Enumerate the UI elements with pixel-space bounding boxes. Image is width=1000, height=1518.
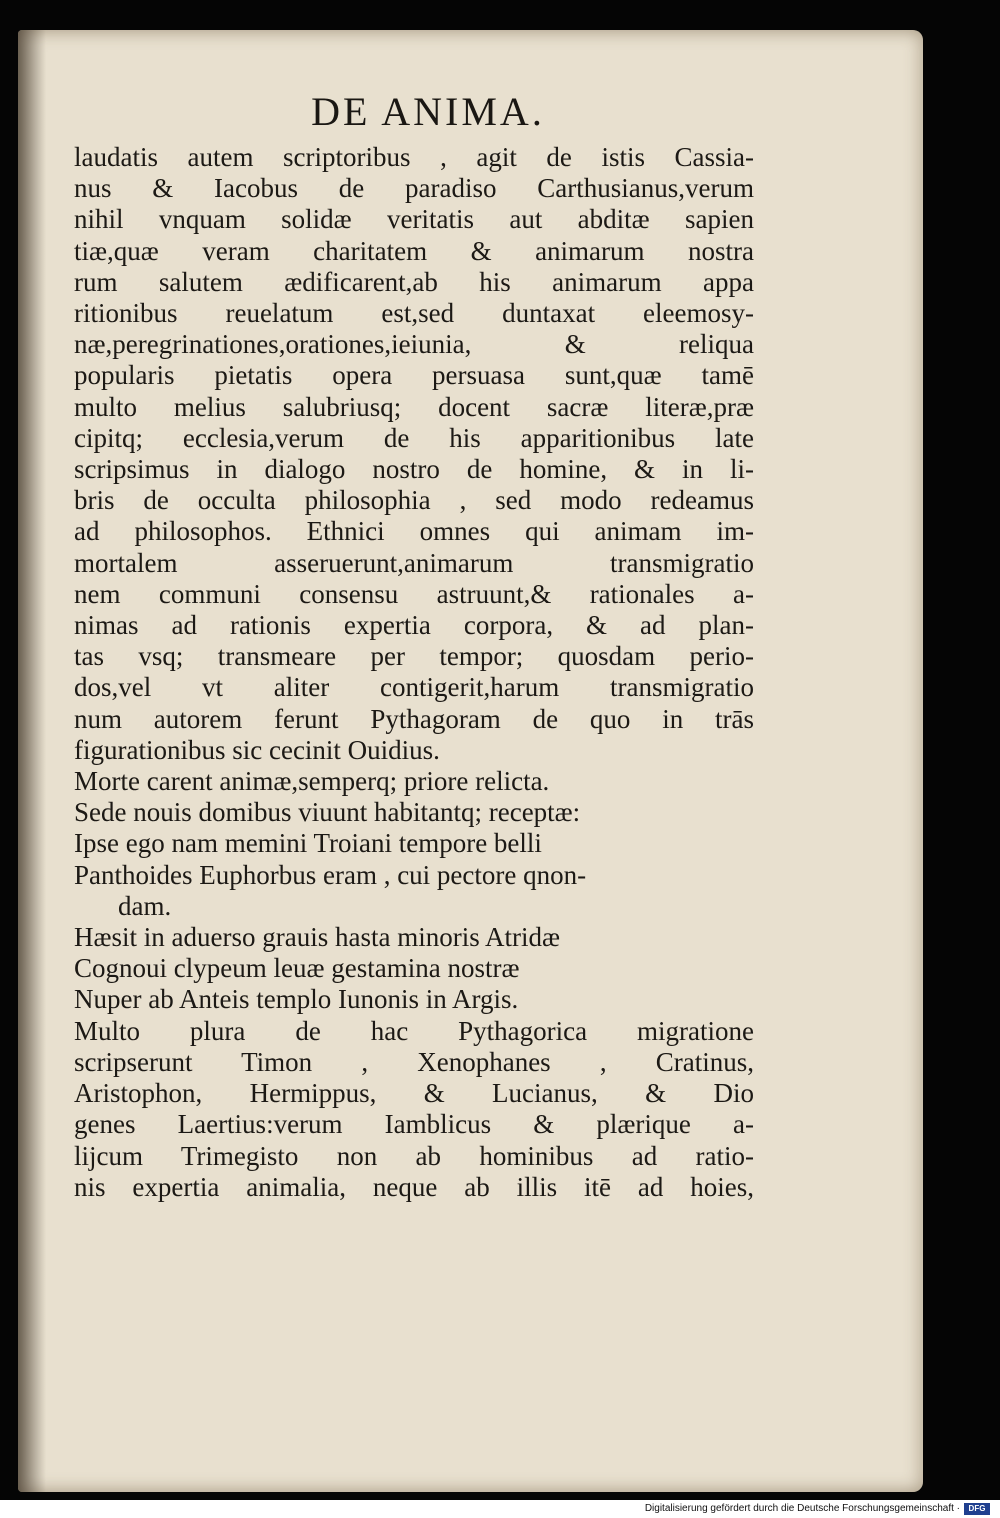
text-line: nem communi consensu astruunt,& rationales a-: [74, 578, 754, 609]
verse-line: Ipse ego nam memini Troiani tempore belli: [74, 828, 542, 859]
text-line: ad philosophos. Ethnici omnes qui animam im-: [74, 516, 754, 547]
verse-line: Sede nouis domibus viuunt habitantq; receptæ:: [74, 797, 581, 828]
dfg-logo: DFG: [964, 1503, 990, 1515]
book-page: [18, 30, 923, 1492]
text-line: Multo plura de hac Pythagorica migratione: [74, 1015, 754, 1046]
text-line: ritionibus reuelatum est,sed duntaxat eleemosy-: [74, 298, 754, 329]
text-line: nimas ad rationis expertia corpora, & ad plan-: [74, 610, 754, 641]
text-line: cipitq; ecclesia,verum de his apparitionibus late: [74, 422, 754, 453]
verse-line: dam.: [118, 890, 172, 921]
text-line: lijcum Trimegisto non ab hominibus ad ratio-: [74, 1140, 754, 1171]
text-line: multo melius salubriusq; docent sacræ literæ,præ: [74, 391, 754, 422]
text-line: tiæ,quæ veram charitatem & animarum nostra: [74, 235, 754, 266]
funding-notice: Digitalisierung gefördert durch die Deutsche Forschungsgemeinschaft ·: [644, 1503, 960, 1514]
text-line: figurationibus sic cecinit Ouidius.: [74, 734, 440, 765]
text-line: rum salutem ædificarent,ab his animarum appa: [74, 266, 754, 297]
verse-line: Panthoides Euphorbus eram , cui pectore qnon-: [74, 859, 587, 890]
text-line: nis expertia animalia, neque ab illis itē ad hoies,: [74, 1171, 754, 1202]
verse-line: Morte carent animæ,semperq; priore relicta.: [74, 766, 550, 797]
text-line: tas vsq; transmeare per tempor; quosdam perio-: [74, 641, 754, 672]
verse-line: Nuper ab Anteis templo Iunonis in Argis.: [74, 984, 519, 1015]
body-text: [74, 142, 754, 1203]
text-line: dos,vel vt aliter contigerit,harum transmigratio: [74, 672, 754, 703]
text-line: nihil vnquam solidæ veritatis aut abditæ sapien: [74, 204, 754, 235]
text-line: popularis pietatis opera persuasa sunt,quæ tamē: [74, 360, 754, 391]
verse-line: Hæsit in aduerso grauis hasta minoris Atridæ: [74, 922, 560, 953]
text-line: num autorem ferunt Pythagoram de quo in trās: [74, 703, 754, 734]
text-line: bris de occulta philosophia , sed modo redeamus: [74, 485, 754, 516]
text-line: mortalem asseruerunt,animarum transmigratio: [74, 547, 754, 578]
text-line: næ,peregrinationes,orationes,ieiunia, & reliqua: [74, 329, 754, 360]
text-line: Aristophon, Hermippus, & Lucianus, & Dio: [74, 1078, 754, 1109]
text-line: scripserunt Timon , Xenophanes , Cratinus,: [74, 1046, 754, 1077]
text-line: nus & Iacobus de paradiso Carthusianus,verum: [74, 173, 754, 204]
verse-line: Cognoui clypeum leuæ gestamina nostræ: [74, 953, 520, 984]
page-spine-shadow: [18, 30, 46, 1492]
footer-bar: [0, 1500, 1000, 1518]
text-line: genes Laertius:verum Iamblicus & plærique a-: [74, 1109, 754, 1140]
text-line: scripsimus in dialogo nostro de homine, & in li-: [74, 454, 754, 485]
running-head: DE ANIMA.: [311, 89, 545, 134]
text-line: laudatis autem scriptoribus , agit de istis Cassia-: [74, 142, 754, 172]
